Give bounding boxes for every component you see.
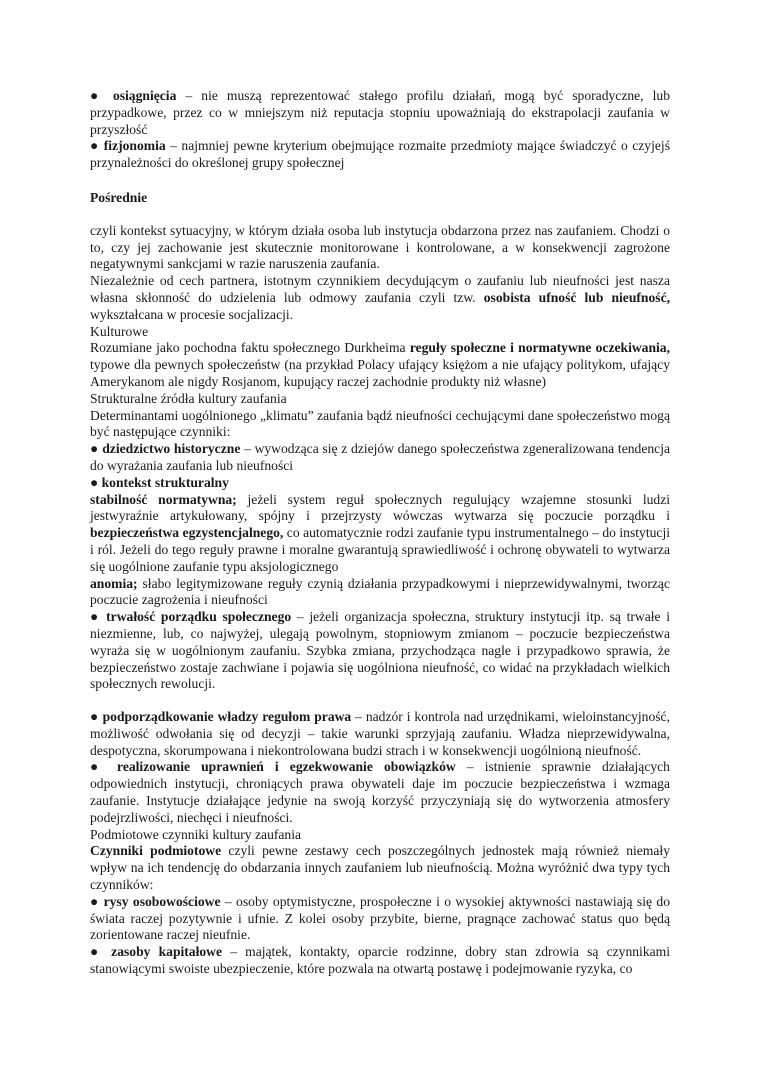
- paragraph-text: czyli pewne zestawy cech poszczególnych jednostek mają również niemały wpływ na ich tendencję do obdarzania innych zaufaniem lub nieufnością. Można wyróżnić dwa typy tych czynników:: [90, 843, 670, 893]
- document-page: [90, 88, 670, 978]
- term: osiągnięcia: [112, 88, 177, 103]
- bullet: ●: [90, 609, 101, 625]
- paragraph-text: co automatycznie rodzi zaufanie typu instrumentalnego – do instytucji i ról. Jeżeli do tego reguły prawne i moralne gwarantują sprawiedliwość i ochronę obywateli to wytwarza się uogólnione zaufanie typu aksjologicznego: [90, 525, 670, 574]
- term: zasoby kapitałowe: [111, 944, 223, 960]
- paragraph-text: – jeżeli organizacja społeczna, struktury instytucji itp. są trwałe i niezmienne, lub, co najwyżej, ulegają powolnym, stopniowym zmianom – poczucie bezpieczeństwa wyraża się w uogólnionym zaufaniu. Szybka zmiana, przychodząca nagle i przypadkowo sprawia, że bezpieczeństwo zostaje zachwiane i pojawia się uogólniona nieufność, co widać na przykładach wielkich społecznych rewolucji.: [90, 609, 670, 692]
- paragraph-text: słabo legitymizowane reguły czynią działania przypadkowymi i nieprzewidywalnymi, tworząc poczucie zagrożenia i nieufności: [90, 575, 670, 608]
- term: stabilność normatywna;: [90, 491, 237, 507]
- paragraph-kontekst-strukturalny: [90, 475, 670, 492]
- paragraph-rozumiane: [90, 340, 670, 390]
- bullet: ●: [90, 88, 104, 103]
- paragraph-text: – istnienie sprawnie działających odpowiednich instytucji, chroniących prawa obywateli daje im poczucie bezpieczeństwa i wzmaga zaufanie. Instytucje działające jedynie na swoją korzyść przyczyniają się do wytworzenia atmosfery podejrzliwości, niechęci i nieufności.: [90, 759, 670, 825]
- paragraph-kontekst: czyli kontekst sytuacyjny, w którym działa osoba lub instytucja obdarzona przez nas zaufaniem. Chodzi o to, czy jej zachowanie jest skutecznie monitorowane i kontrolowane, a w konsekwencji zagrożone negatywnymi sankcjami w razie naruszenia zaufania.: [90, 222, 670, 272]
- paragraph-text: typowe dla pewnych społeczeństw (na przykład Polacy ufający księżom a nie ufający politykom, ufający Amerykanom ale nigdy Rosjanom, kupujący raczej zachodnie produkty niż własne): [90, 357, 670, 389]
- bullet: ●: [90, 944, 103, 960]
- paragraph-realizowanie: [90, 759, 670, 826]
- bullet: ●: [90, 709, 99, 725]
- subheading-podmiotowe: Podmiotowe czynniki kultury zaufania: [90, 826, 302, 842]
- subheading-strukturalne: Strukturalne źródła kultury zaufania: [90, 390, 287, 406]
- term: rysy osobowościowe: [103, 893, 221, 909]
- term: reguły społeczne i normatywne oczekiwania,: [409, 340, 670, 356]
- paragraph-ufnosc: [90, 273, 670, 323]
- paragraph-zasoby: [90, 944, 670, 978]
- paragraph-text: – nadzór i kontrola nad urzędnikami, wieloinstancyjność, możliwość odwołania się od decyzji – takie warunki sprzyjają zaufaniu. Władza nieprzewidywalna, despotyczna, skorumpowana i niekontrolowana budzi strach i w konsekwencji uogólnioną nieufność.: [90, 709, 670, 758]
- paragraph-rysy: [90, 894, 670, 944]
- paragraph-trwalosc: [90, 609, 670, 693]
- paragraph-czynniki-podmiotowe: [90, 843, 670, 893]
- paragraph-stabilnosc: [90, 492, 670, 576]
- paragraph-dziedzictwo: [90, 441, 670, 475]
- paragraph-text: Rozumiane jako pochodna faktu społecznego Durkheima: [90, 340, 410, 356]
- term: podporządkowanie władzy regułom prawa: [102, 709, 352, 725]
- paragraph-anomia: [90, 576, 670, 610]
- paragraph-text: – najmniej pewne kryterium obejmujące rozmaite przedmioty mające świadczyć o czyjejś przynależności do określonej grupy społecznej: [90, 138, 670, 171]
- paragraph-text: – wywodząca się z dziejów danego społeczeństwa zgeneralizowana tendencja do wyrażania zaufania lub nieufności: [90, 441, 671, 473]
- term: kontekst strukturalny: [101, 474, 229, 490]
- heading-posrednie: [90, 190, 670, 207]
- bullet: ●: [90, 138, 100, 154]
- bullet: ●: [90, 474, 99, 490]
- heading-text: Pośrednie: [90, 189, 148, 205]
- term: trwałość porządku społecznego: [106, 609, 292, 625]
- bullet: ●: [90, 441, 99, 457]
- paragraph-text: wykształcana w procesie socjalizacji.: [90, 306, 294, 322]
- subheading-kulturowe: Kulturowe: [90, 323, 149, 339]
- term: realizowanie uprawnień i egzekwowanie obowiązków: [117, 759, 456, 775]
- paragraph-podporzadkowanie: [90, 709, 670, 759]
- term: bezpieczeństwa egzystencjalnego,: [90, 525, 284, 541]
- bullet: ●: [90, 893, 100, 909]
- paragraph-text: jeżeli system reguł społecznych regulujący wzajemne stosunki ludzi jestwyraźnie artykułowany, spójny i przejrzysty wówczas wytwarza się poczucie porządku i: [90, 491, 671, 524]
- term: Czynniki podmiotowe: [90, 843, 222, 859]
- bullet: ●: [90, 759, 106, 775]
- paragraph-osiagniecia: [90, 88, 670, 138]
- paragraph-text: – nie muszą reprezentować stałego profilu działań, mogą być sporadyczne, lub przypadkowe, przez co w mniejszym niż reputacja stopniu upoważniają do ekstrapolacji zaufania w przyszłość: [90, 88, 671, 137]
- term: anomia;: [90, 575, 138, 591]
- paragraph-text: – majątek, kontakty, oparcie rodzinne, dobry stan zdrowia są czynnikami stanowiącymi swoiste ubezpieczenie, które pozwala na otwartą postawę i podejmowanie ryzyka, co: [90, 944, 670, 977]
- paragraph-determinanty: Determinantami uogólnionego „klimatu” zaufania bądź nieufności cechującymi dane społeczeństwo mogą być następujące czynniki:: [90, 407, 670, 440]
- paragraph-text: Niezależnie od cech partnera, istotnym czynnikiem decydującym o zaufaniu lub nieufności jest nasza własna skłonność do udzielenia lub odmowy zaufania czyli tzw.: [90, 273, 670, 305]
- paragraph-fizjonomia: [90, 138, 670, 172]
- term: osobista ufność lub nieufność,: [483, 289, 670, 305]
- term: dziedzictwo historyczne: [102, 441, 241, 457]
- term: fizjonomia: [103, 138, 166, 154]
- paragraph-text: – osoby optymistyczne, prospołeczne i o wysokiej aktywności nastawiają się do świata raczej pozytywnie i ufnie. Z kolei osoby przybite, bierne, pragnące zachować status quo będą zorientowane raczej nieufnie.: [90, 893, 670, 943]
